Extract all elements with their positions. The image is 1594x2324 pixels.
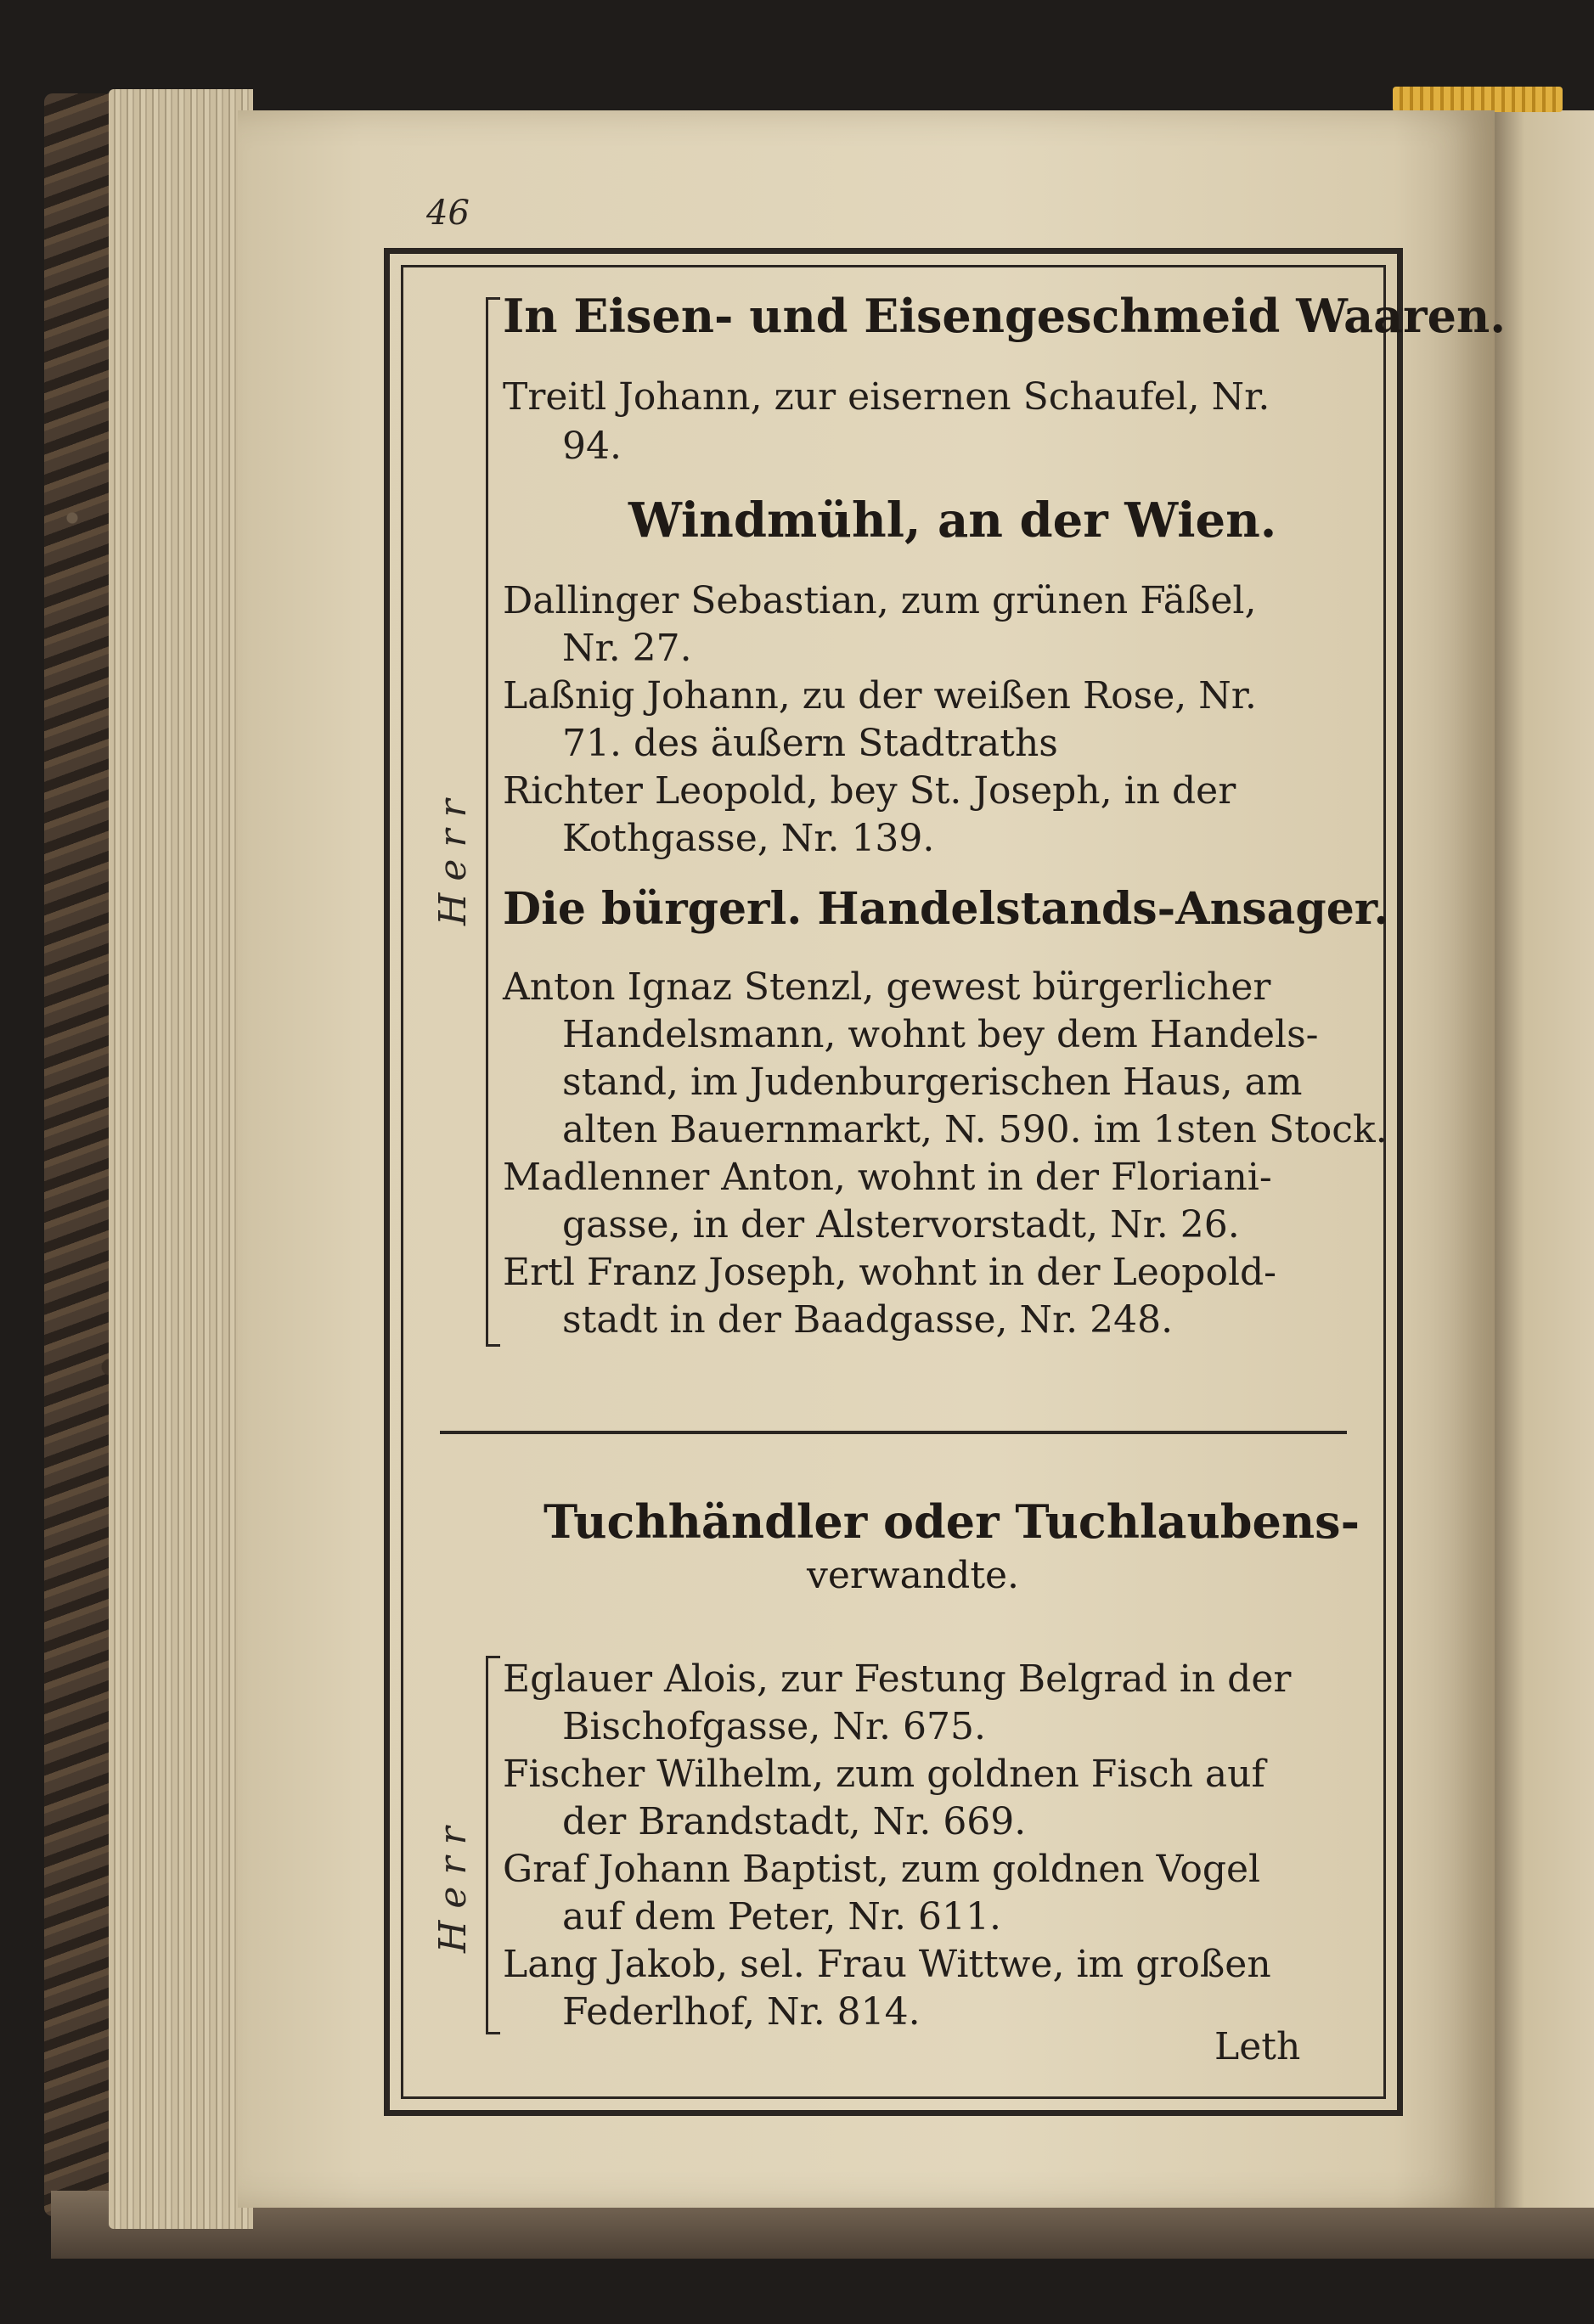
list-item: stadt in der Baadgasse, Nr. 248. — [562, 1298, 1174, 1342]
list-item: Anton Ignaz Stenzl, gewest bürgerlicher — [503, 965, 1271, 1009]
bookmark-ribbon — [1393, 87, 1563, 112]
catchword: Leth — [1214, 2025, 1301, 2068]
list-item: Ertl Franz Joseph, wohnt in der Leopold- — [503, 1251, 1277, 1294]
list-item: 94. — [562, 425, 622, 468]
list-item: Kothgasse, Nr. 139. — [562, 817, 935, 860]
list-item: Federlhof, Nr. 814. — [562, 1990, 921, 2034]
side-label-herr-top: Herr — [431, 787, 475, 926]
page-number: 46 — [426, 194, 470, 233]
side-label-herr-bottom: Herr — [431, 1815, 475, 1953]
list-item: Lang Jakob, sel. Frau Wittwe, im großen — [503, 1943, 1271, 1986]
list-item: Handelsmann, wohnt bey dem Handels- — [562, 1013, 1319, 1056]
section-heading-iron-goods: In Eisen- und Eisengeschmeid Waaren. — [503, 289, 1507, 343]
list-item: Nr. 27. — [562, 627, 692, 670]
brace-bottom-block — [486, 1656, 500, 2034]
list-item: Richter Leopold, bey St. Joseph, in der — [503, 769, 1236, 813]
list-item: gasse, in der Alstervorstadt, Nr. 26. — [562, 1203, 1240, 1246]
section-heading-tuchhaendler: Tuchhändler oder Tuchlaubens- — [544, 1494, 1360, 1549]
section-heading-ansager: Die bürgerl. Handelstands-Ansager. — [503, 883, 1389, 935]
list-item: der Brandstadt, Nr. 669. — [562, 1800, 1027, 1843]
list-item: 71. des äußern Stadtraths — [562, 722, 1058, 765]
page-edges — [109, 89, 253, 2229]
list-item: Treitl Johann, zur eisernen Schaufel, Nr. — [503, 375, 1270, 419]
list-item: Eglauer Alois, zur Festung Belgrad in der — [503, 1657, 1292, 1701]
list-item: auf dem Peter, Nr. 611. — [562, 1895, 1001, 1939]
list-item: Madlenner Anton, wohnt in der Floriani- — [503, 1156, 1272, 1199]
list-item: Dallinger Sebastian, zum grünen Fäßel, — [503, 579, 1257, 622]
list-item: stand, im Judenburgerischen Haus, am — [562, 1061, 1303, 1104]
list-item: Bischofgasse, Nr. 675. — [562, 1705, 986, 1748]
section-heading-tuchhaendler-line2: verwandte. — [807, 1554, 1020, 1597]
list-item: Graf Johann Baptist, zum goldnen Vogel — [503, 1848, 1261, 1891]
list-item: Fischer Wilhelm, zum goldnen Fisch auf — [503, 1753, 1265, 1796]
section-heading-windmuehl: Windmühl, an der Wien. — [628, 492, 1277, 549]
section-divider — [440, 1431, 1347, 1434]
list-item: Laßnig Johann, zu der weißen Rose, Nr. — [503, 674, 1257, 717]
brace-top-block — [486, 297, 500, 1347]
list-item: alten Bauernmarkt, N. 590. im 1sten Stock. — [562, 1108, 1388, 1151]
facing-page-edge — [1495, 110, 1594, 2208]
